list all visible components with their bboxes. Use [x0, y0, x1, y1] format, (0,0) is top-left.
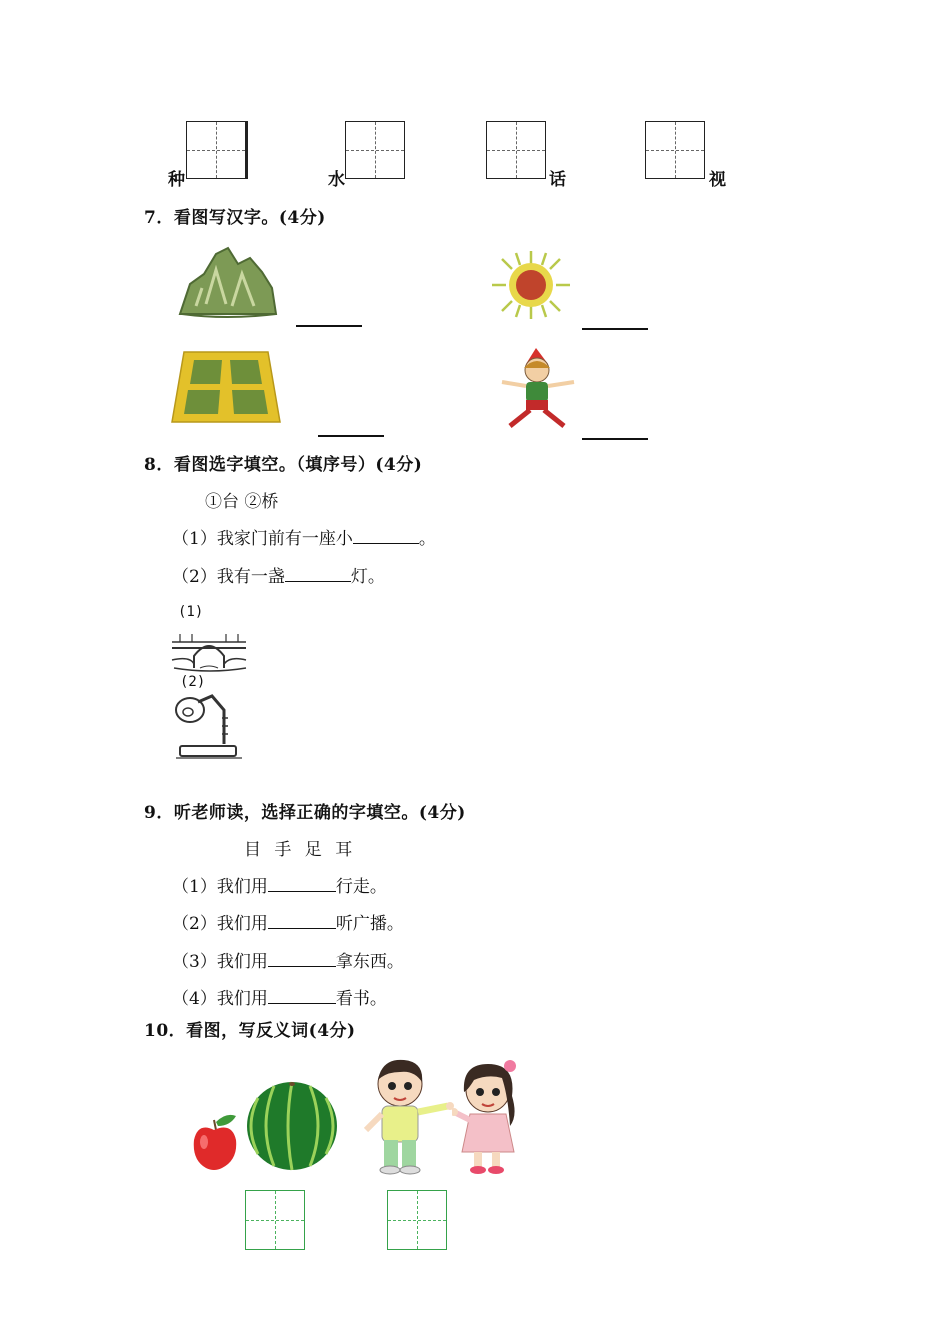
q8-item-text: 我有一盏 [216, 567, 285, 587]
q9-item-1 [172, 872, 387, 897]
grid-char-4: 视 [709, 170, 726, 190]
q9-item-text: 我们用 [216, 914, 268, 934]
grid-char-2: 水 [328, 170, 345, 190]
q7-answer-line-1[interactable] [296, 325, 362, 327]
q7-answer-line-4[interactable] [582, 438, 648, 440]
q9-item-num: （4） [172, 989, 217, 1009]
q8-pic-label-2: (2) [180, 674, 206, 690]
writing-grid-2[interactable] [345, 121, 405, 179]
q9-item-after: 拿东西。 [335, 952, 404, 972]
boy-icon [364, 1054, 454, 1176]
antonym-grid-2[interactable] [387, 1190, 447, 1250]
girl-icon [452, 1056, 524, 1176]
q7-title: 7．看图写汉字。(4分) [144, 208, 326, 228]
q9-item-text: 我们用 [216, 989, 268, 1009]
q9-item-after: 听广播。 [335, 914, 404, 934]
q9-item-after: 行走。 [335, 877, 387, 897]
grid-char-3: 话 [549, 170, 566, 190]
q9-item-text: 我们用 [216, 952, 268, 972]
q9-item-4 [172, 984, 387, 1009]
q8-blank-2[interactable] [285, 565, 351, 582]
q9-blank-3[interactable] [268, 950, 336, 967]
sun-icon [490, 249, 572, 321]
writing-grid-4[interactable] [645, 121, 705, 179]
field-icon [170, 348, 282, 426]
q9-item-num: （2） [172, 914, 217, 934]
q8-item-2 [172, 562, 385, 587]
lamp-icon [172, 688, 244, 764]
q8-blank-1[interactable] [353, 527, 419, 544]
apple-icon [190, 1112, 240, 1172]
q7-answer-line-2[interactable] [582, 328, 648, 330]
child-icon [496, 346, 580, 432]
q9-item-num: （1） [172, 877, 217, 897]
q7-answer-line-3[interactable] [318, 435, 384, 437]
antonym-grid-1[interactable] [245, 1190, 305, 1250]
watermelon-icon [244, 1078, 340, 1172]
q8-item-after: 。 [418, 529, 436, 549]
mountain-icon [176, 244, 280, 320]
q8-item-after: 灯。 [350, 567, 385, 587]
q9-item-3 [172, 947, 404, 972]
q9-blank-4[interactable] [268, 987, 336, 1004]
writing-grid-1[interactable] [186, 121, 246, 179]
q8-item-num: （1） [172, 529, 217, 549]
q9-blank-2[interactable] [268, 912, 336, 929]
q9-item-text: 我们用 [216, 877, 268, 897]
bridge-icon [170, 620, 248, 672]
grid-char-1: 种 [168, 170, 185, 190]
writing-grid-3[interactable] [486, 121, 546, 179]
q9-title: 9．听老师读，选择正确的字填空。(4分) [144, 803, 466, 823]
q8-options: ①台 ②桥 [205, 492, 279, 512]
q8-item-text: 我家门前有一座小 [216, 529, 353, 549]
q8-title: 8．看图选字填空。（填序号）(4分) [144, 455, 423, 475]
q9-item-after: 看书。 [335, 989, 387, 1009]
q9-item-num: （3） [172, 952, 217, 972]
q9-item-2 [172, 909, 404, 934]
q9-blank-1[interactable] [268, 875, 336, 892]
q8-item-1 [172, 524, 436, 549]
q8-item-num: （2） [172, 567, 217, 587]
q10-title: 10．看图，写反义词(4分) [144, 1021, 356, 1041]
q9-options: 目 手 足 耳 [244, 840, 357, 860]
q8-pic-label-1: (1) [178, 604, 204, 620]
grid-edge [246, 121, 248, 179]
